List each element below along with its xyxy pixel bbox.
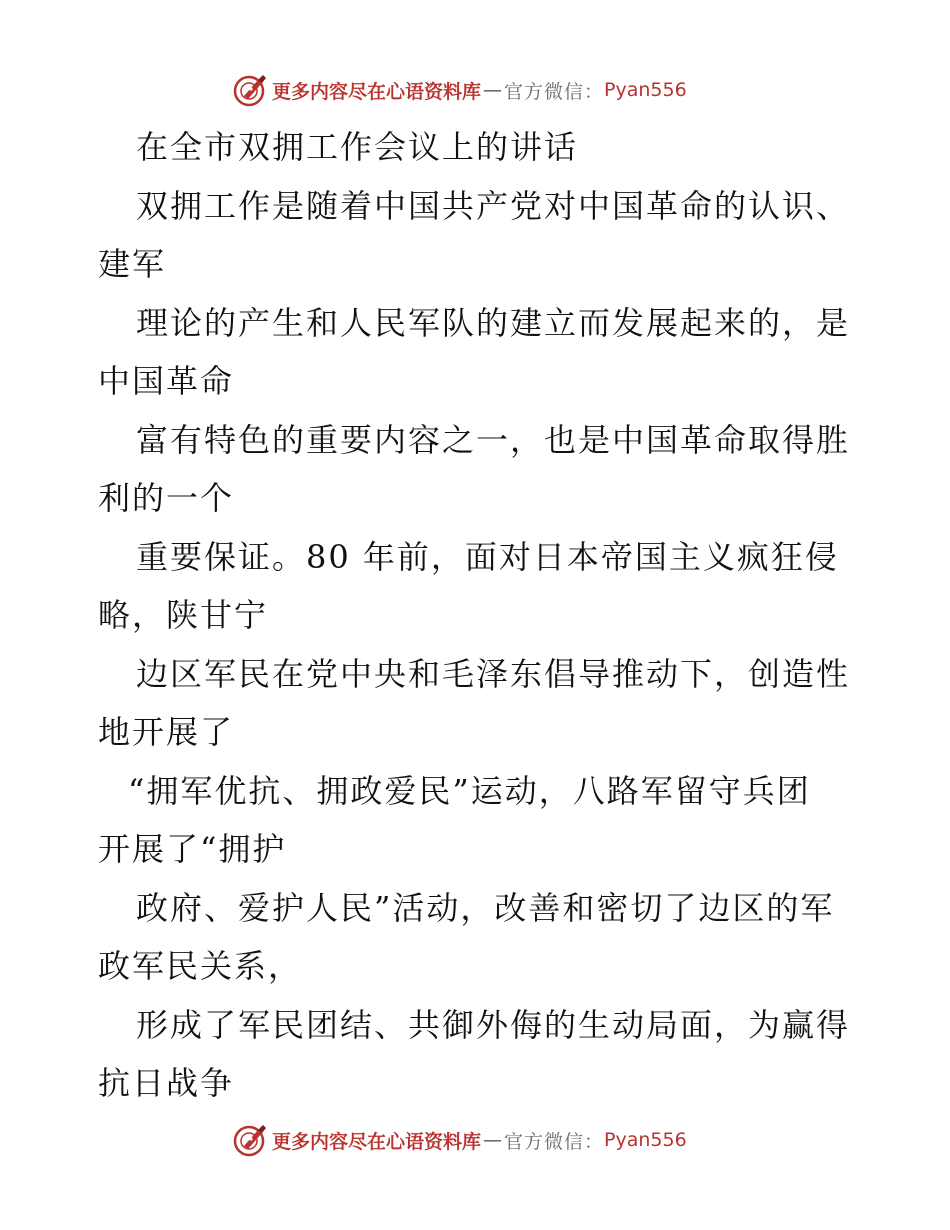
paragraph-line: 中国革命 <box>98 362 235 400</box>
paragraph-line: 政府、爱护人民”活动，改善和密切了边区的军 <box>136 888 835 927</box>
paragraph-line: 双拥工作是随着中国共产党对中国革命的认识、 <box>136 186 851 225</box>
footer-banner <box>232 1120 712 1160</box>
paragraph-line: 抗日战争 <box>98 1064 235 1102</box>
paragraph-line: “拥军优抗、拥政爱民”运动，八路军留守兵团 <box>128 771 811 810</box>
paragraph-line: 略，陕甘宁 <box>98 596 269 634</box>
banner-dash: — <box>483 1129 503 1151</box>
paragraph-line: 地开展了 <box>98 713 235 751</box>
document-body <box>98 118 858 1113</box>
banner-wechat-id: Pyan556 <box>604 79 687 101</box>
paragraph-line: 开展了“拥护 <box>98 830 287 868</box>
banner-dash: — <box>483 79 503 101</box>
paragraph-line: 富有特色的重要内容之一，也是中国革命取得胜 <box>136 420 851 459</box>
banner-wechat-id: Pyan556 <box>604 1129 687 1151</box>
banner-wechat-label: 官方微信： <box>504 80 605 103</box>
document-title: 在全市双拥工作会议上的讲话 <box>136 128 579 166</box>
paragraph-line: 利的一个 <box>98 479 235 517</box>
paragraph-line: 边区军民在党中央和毛泽东倡导推动下，创造性 <box>136 654 851 693</box>
paragraph-line: 建军 <box>98 245 167 283</box>
paragraph-line: 形成了军民团结、共御外侮的生动局面，为赢得 <box>136 1005 851 1044</box>
banner-wechat-label: 官方微信： <box>504 1130 605 1153</box>
pen-nib-logo-icon <box>232 72 268 108</box>
pen-nib-logo-icon <box>232 1122 268 1158</box>
paragraph-line: 理论的产生和人民军队的建立而发展起来的，是 <box>136 303 851 342</box>
banner-brand-text: 更多内容尽在心语资料库 <box>272 1130 482 1153</box>
paragraph-line: 政军民关系， <box>98 947 303 985</box>
paragraph-line: 重要保证。80 年前，面对日本帝国主义疯狂侵 <box>136 537 839 576</box>
header-banner <box>232 70 712 110</box>
banner-brand-text: 更多内容尽在心语资料库 <box>272 80 482 103</box>
